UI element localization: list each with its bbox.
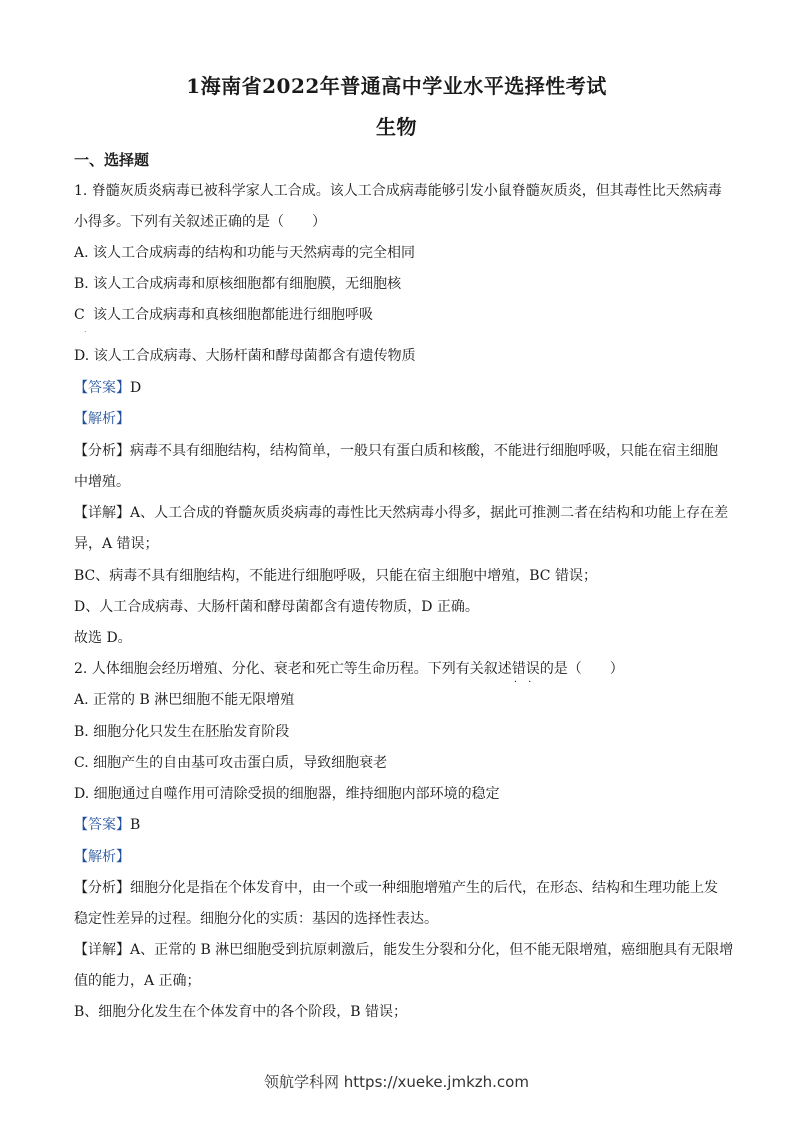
- q1-fenxi-line1: [74, 441, 724, 461]
- q1-option-b: B. 该人工合成病毒和原核细胞都有细胞膜，无细胞核: [74, 276, 402, 292]
- q1-option-d: D. 该人工合成病毒、大肠杆菌和酵母菌都含有遗传物质: [74, 348, 416, 364]
- xiangjie-text: A、人工合成的脊髓灰质炎病毒的毒性比天然病毒小得多，据此可推测二者在结构和功能上存在差: [130, 505, 729, 521]
- q2-xiangjie-line2: 值的能力，A 正确；: [74, 973, 201, 989]
- q2-stem-emphasis: 错误 · ·: [512, 661, 540, 677]
- subject-title: 生物: [376, 115, 417, 139]
- fenxi-tag: 【分析】: [74, 443, 130, 459]
- q1-analysis-tag: 【解析】: [74, 411, 130, 427]
- footer-watermark[interactable]: 领航学科网 https://xueke.jmkzh.com: [264, 1073, 529, 1091]
- q2-analysis-tag: 【解析】: [74, 849, 130, 865]
- q1-answer: [74, 378, 724, 398]
- q2-option-a: A. 正常的 B 淋巴细胞不能无限增殖: [74, 692, 295, 708]
- q1-option-c-dot: .: [84, 325, 87, 334]
- fenxi-text: 细胞分化是指在个体发育中，由一个或一种细胞增殖产生的后代，在形态、结构和生理功能上发: [130, 880, 718, 896]
- q1-fenxi-line2: 中增殖。: [74, 474, 130, 490]
- xiangjie-text: A、正常的 B 淋巴细胞受到抗原刺激后，能发生分裂和分化，但不能无限增殖，癌细胞具有无限增: [130, 942, 734, 958]
- q1-option-a: A. 该人工合成病毒的结构和功能与天然病毒的完全相同: [74, 245, 416, 261]
- fenxi-tag: 【分析】: [74, 880, 130, 896]
- exam-title: 1海南省2022年普通高中学业水平选择性考试: [186, 74, 607, 98]
- q2-xiangjie-line1: [74, 940, 734, 960]
- q2-answer: [74, 815, 724, 835]
- fenxi-text: 病毒不具有细胞结构，结构简单，一般只有蛋白质和核酸，不能进行细胞呼吸，只能在宿主细胞: [130, 443, 718, 459]
- q2-stem-part2: 的是（ ）: [539, 661, 624, 677]
- answer-tag: 【答案】: [74, 380, 130, 396]
- answer-value: D: [130, 380, 142, 396]
- answer-value: B: [130, 817, 141, 833]
- xiangjie-tag: 【详解】: [74, 942, 130, 958]
- q1-conclusion: 故选 D。: [74, 630, 132, 646]
- q1-xiangjie-line1: [74, 503, 729, 523]
- q1-xiangjie-line2: 异，A 错误；: [74, 536, 159, 552]
- q1-option-c-letter: C: [74, 307, 85, 323]
- q1-stem-line1: 1. 脊髓灰质炎病毒已被科学家人工合成。该人工合成病毒能够引发小鼠脊髓灰质炎，但其毒性比天然病毒: [74, 183, 722, 199]
- q1-xiangjie-line4: D、人工合成病毒、大肠杆菌和酵母菌都含有遗传物质，D 正确。: [74, 599, 479, 615]
- q2-stem-part1: 2. 人体细胞会经历增殖、分化、衰老和死亡等生命历程。下列有关叙述: [74, 661, 512, 677]
- q1-option-c: 该人工合成病毒和真核细胞都能进行细胞呼吸: [93, 307, 373, 323]
- q2-option-c: C. 细胞产生的自由基可攻击蛋白质，导致细胞衰老: [74, 755, 388, 771]
- q1-xiangjie-line3: BC、病毒不具有细胞结构，不能进行细胞呼吸，只能在宿主细胞中增殖，BC 错误；: [74, 568, 597, 584]
- xiangjie-tag: 【详解】: [74, 505, 130, 521]
- section-heading: 一、选择题: [74, 151, 150, 169]
- q2-option-d: D. 细胞通过自噬作用可清除受损的细胞器，维持细胞内部环境的稳定: [74, 786, 500, 802]
- q2-xiangjie-line3: B、细胞分化发生在个体发育中的各个阶段，B 错误；: [74, 1004, 408, 1020]
- q2-option-b: B. 细胞分化只发生在胚胎发育阶段: [74, 724, 290, 740]
- q1-stem-line2: 小得多。下列有关叙述正确的是（ ）: [74, 214, 326, 230]
- q2-stem: [74, 659, 724, 679]
- answer-tag: 【答案】: [74, 817, 130, 833]
- q2-fenxi-line2: 稳定性差异的过程。细胞分化的实质：基因的选择性表达。: [74, 911, 438, 927]
- q2-fenxi-line1: [74, 878, 724, 898]
